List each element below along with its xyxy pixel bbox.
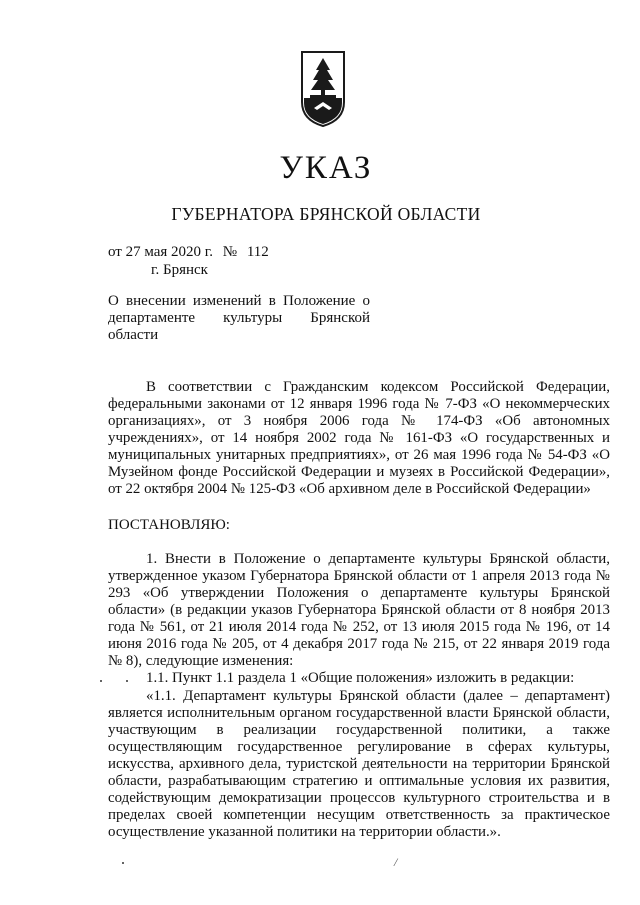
scan-mark: / — [394, 855, 398, 869]
document-title: УКАЗ — [279, 150, 373, 186]
decree-date-line — [108, 244, 269, 261]
decree-city: г. Брянск — [151, 262, 208, 278]
item-1-1-text-paragraph: «1.1. Департамент культуры Брянской области (далее – департамент) является исполнительным органом государственной власти Брянской области, участвующим в реализации государственной политики, а также осуществляющим государственное регулирование в сферах культуры, искусства, архивного дела, туристской деятельности на территории Брянской области, разрабатывающим стратегию и оптимальные условия их развития, содействующим демократизации процессов культурного строительства и в пределах своей компетенции несущим ответственность за практическое осуществление указанной политики на территории области.». — [108, 688, 610, 840]
margin-mark — [100, 680, 102, 682]
decree-number: 112 — [246, 244, 269, 260]
decree-subject: О внесении изменений в Положение о департаменте культуры Брянской области — [108, 293, 370, 344]
margin-mark — [122, 862, 124, 864]
item-1-paragraph: 1. Внести в Положение о департаменте культуры Брянской области, утвержденное указом Губернатора Брянской области от 1 апреля 2013 года № 293 «Об утверждении Положения о департаменте культуры Брянской области» (в редакции указов Губернатора Брянской области от 8 ноября 2013 года № 561, от 21 июля 2014 года № 252, от 13 июля 2015 года № 196, от 14 июня 2016 года № 205, от 4 декабря 2017 года № 215, от 22 января 2019 года № 8), следующие изменения: — [108, 551, 610, 669]
decree-date: от 27 мая 2020 г. — [108, 244, 214, 260]
item-1-1-paragraph: 1.1. Пункт 1.1 раздела 1 «Общие положения» изложить в редакции: — [146, 670, 575, 686]
document-subtitle: ГУБЕРНАТОРА БРЯНСКОЙ ОБЛАСТИ — [171, 204, 481, 224]
number-sign: № — [222, 244, 238, 260]
coat-of-arms-icon — [300, 50, 346, 128]
preamble-paragraph: В соответствии с Гражданским кодексом Российской Федерации, федеральными законами от 12 января 1996 года № 7-ФЗ «О некоммерческих организациях», от 3 ноября 2006 года № 174-ФЗ «Об автономных учреждениях», от 14 ноября 2002 года № 161-ФЗ «О государственных и муниципальных унитарных предприятиях», от 26 мая 1996 года № 54-ФЗ «О Музейном фонде Российской Федерации и музеях в Российской Федерации», от 22 октября 2004 № 125-ФЗ «Об архивном деле в Российской Федерации» — [108, 379, 610, 497]
decree-word: ПОСТАНОВЛЯЮ: — [108, 517, 230, 533]
